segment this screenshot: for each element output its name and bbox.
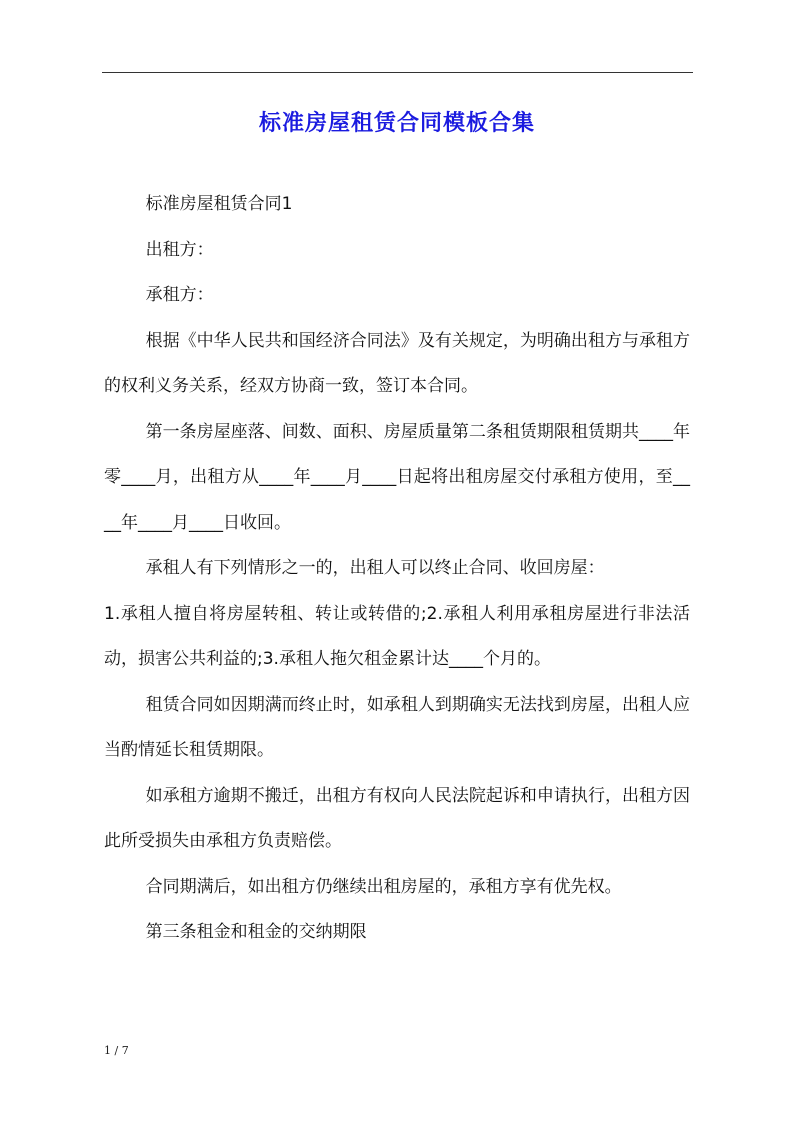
article-3-heading: 第三条租金和租金的交纳期限	[145, 922, 367, 942]
priority-right-paragraph: 合同期满后，如出租方仍继续出租房屋的，承租方享有优先权。	[145, 876, 622, 897]
lease-extension-paragraph: 租赁合同如因期满而终止时，如承租人到期确实无法找到房屋，出租人应当酌情延长租赁期限。	[104, 694, 690, 760]
overdue-eviction-paragraph: 如承租方逾期不搬迁，出租方有权向人民法院起诉和申请执行，出租方因此所受损失由承租方负责赔偿。	[104, 785, 690, 851]
document-title: 标准房屋租赁合同模板合集	[258, 111, 535, 136]
page-number: 1 / 7	[104, 1044, 129, 1057]
document-body	[104, 182, 690, 956]
header-rule	[102, 72, 693, 73]
article-1-2-paragraph: 第一条房屋座落、间数、面积、房屋质量第二条租赁期限租赁期共____年零____月，出租方从____年____月____日起将出租房屋交付承租方使用，至____年____月____日收回。	[104, 421, 690, 533]
lessee-field: 承租方：	[145, 285, 214, 305]
termination-conditions-paragraph: 1.承租人擅自将房屋转租、转让或转借的;2.承租人利用承租房屋进行非法活动，损害公共利益的;3.承租人拖欠租金累计达____个月的。	[104, 603, 690, 669]
lessor-field: 出租方：	[145, 239, 214, 260]
termination-intro-paragraph: 承租人有下列情形之一的，出租人可以终止合同、收回房屋：	[145, 558, 605, 578]
contract-subtitle: 标准房屋租赁合同1	[145, 194, 293, 214]
preamble-paragraph: 根据《中华人民共和国经济合同法》及有关规定，为明确出租方与承租方的权利义务关系，经双方协商一致，签订本合同。	[104, 330, 690, 396]
